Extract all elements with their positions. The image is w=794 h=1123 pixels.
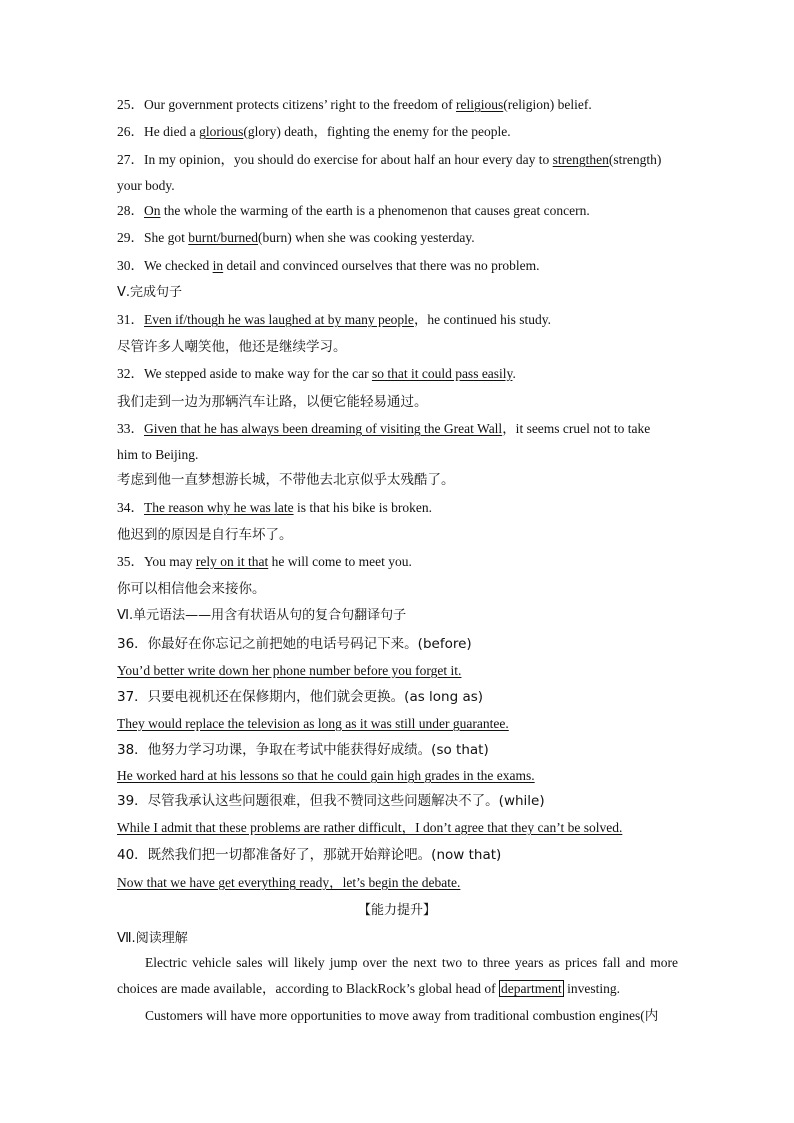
question-27: 27．In my opinion，you should do exercise for about half an hour every day to strengthen(strength) bbox=[117, 152, 662, 167]
section-7-heading: Ⅶ.阅读理解 bbox=[117, 931, 188, 946]
reading-paragraph-2-line-1: Customers will have more opportunities to move away from traditional combustion engines(内 bbox=[145, 1008, 659, 1023]
answer-32: so that it could pass easily bbox=[371, 366, 513, 381]
answer-33: Given that he has always been dreaming of visiting the Great Wall bbox=[144, 421, 503, 436]
answer-34: The reason why he was late bbox=[144, 500, 294, 515]
question-33: 33．Given that he has always been dreaming of visiting the Great Wall，it seems cruel not to take bbox=[117, 421, 651, 436]
reading-paragraph-1-line-2: choices are made available，according to BlackRock’s global head of department investing. bbox=[117, 981, 620, 996]
question-35: 35．You may rely on it that he will come to meet you. bbox=[117, 554, 412, 569]
answer-38: He worked hard at his lessons so that he could gain high grades in the exams. bbox=[117, 768, 535, 783]
answer-27: strengthen bbox=[552, 152, 609, 167]
question-27-cont: your body. bbox=[117, 178, 175, 193]
question-40: 40．既然我们把一切都准备好了，那就开始辩论吧。(now that) bbox=[117, 847, 502, 863]
section-6-heading: Ⅵ.单元语法——用含有状语从句的复合句翻译句子 bbox=[117, 608, 407, 623]
question-32-chinese: 我们走到一边为那辆汽车让路，以便它能轻易通过。 bbox=[117, 394, 428, 410]
answer-28: On bbox=[144, 203, 161, 218]
question-33-cont: him to Beijing. bbox=[117, 447, 199, 462]
highlighted-word: department bbox=[500, 981, 562, 996]
question-37: 37．只要电视机还在保修期内，他们就会更换。(as long as) bbox=[117, 689, 484, 705]
answer-40: Now that we have get everything ready，let’s begin the debate. bbox=[117, 875, 461, 890]
question-34: 34．The reason why he was late is that his bike is broken. bbox=[117, 500, 432, 515]
answer-31: Even if/though he was laughed at by many people bbox=[144, 312, 414, 327]
ability-heading: 【能力提升】 bbox=[357, 903, 436, 918]
question-28: 28．On the whole the warming of the earth is a phenomenon that causes great concern. bbox=[117, 203, 590, 218]
answer-29: burnt/burned bbox=[188, 230, 259, 245]
question-38: 38．他努力学习功课，争取在考试中能获得好成绩。(so that) bbox=[117, 742, 489, 758]
answer-36: You’d better write down her phone number before you forget it. bbox=[117, 663, 462, 678]
question-31: 31．Even if/though he was laughed at by many people，he continued his study. bbox=[117, 312, 552, 327]
answer-37: They would replace the television as long as it was still under guarantee. bbox=[117, 716, 509, 731]
question-26: 26．He died a glorious(glory) death，fighting the enemy for the people. bbox=[117, 124, 511, 139]
question-34-chinese: 他迟到的原因是自行车坏了。 bbox=[117, 527, 293, 543]
answer-30: in bbox=[212, 258, 224, 273]
section-5-heading: Ⅴ.完成句子 bbox=[117, 285, 183, 300]
answer-25: religious bbox=[456, 97, 504, 112]
question-36: 36．你最好在你忘记之前把她的电话号码记下来。(before) bbox=[117, 636, 472, 652]
question-33-chinese: 考虑到他一直梦想游长城，不带他去北京似乎太残酷了。 bbox=[117, 472, 455, 488]
answer-35: rely on it that bbox=[195, 554, 269, 569]
question-39: 39．尽管我承认这些问题很难，但我不赞同这些问题解决不了。(while) bbox=[117, 793, 545, 809]
question-30: 30．We checked in detail and convinced ourselves that there was no problem. bbox=[117, 258, 540, 273]
question-29: 29．She got burnt/burned(burn) when she was cooking yesterday. bbox=[117, 230, 475, 245]
answer-39: While I admit that these problems are rather difficult，I don’t agree that they can’t be solved. bbox=[117, 820, 623, 835]
question-35-chinese: 你可以相信他会来接你。 bbox=[117, 581, 266, 597]
question-25: 25．Our government protects citizens’ right to the freedom of religious(religion) belief. bbox=[117, 97, 592, 112]
question-31-chinese: 尽管许多人嘲笑他，他还是继续学习。 bbox=[117, 339, 347, 355]
reading-paragraph-1-line-1: Electric vehicle sales will likely jump over the next two to three years as prices fall and more bbox=[145, 955, 678, 970]
answer-26: glorious bbox=[199, 124, 244, 139]
question-32: 32．We stepped aside to make way for the car so that it could pass easily. bbox=[117, 366, 516, 381]
